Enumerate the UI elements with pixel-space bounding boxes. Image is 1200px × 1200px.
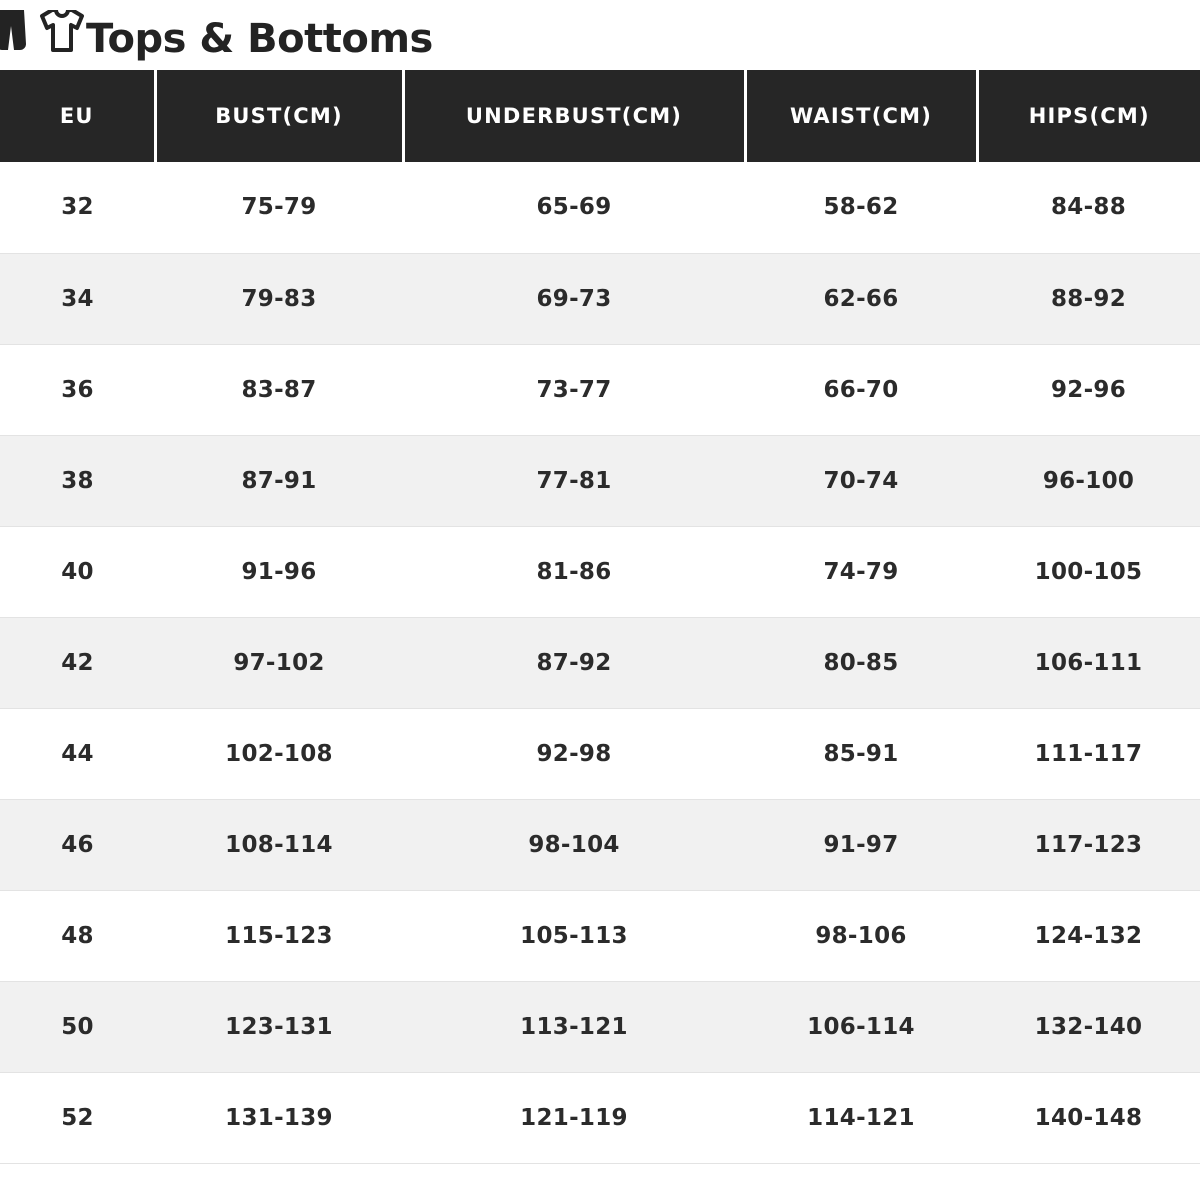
cell-hips: 124-132	[977, 890, 1200, 981]
cell-waist: 74-79	[745, 526, 977, 617]
chart-header	[0, 0, 1200, 70]
column-header-hips: HIPS(CM)	[977, 70, 1200, 162]
table-row	[0, 344, 1200, 435]
cell-waist: 62-66	[745, 253, 977, 344]
cell-hips: 111-117	[977, 708, 1200, 799]
table-row	[0, 617, 1200, 708]
column-header-bust: BUST(CM)	[155, 70, 403, 162]
cell-bust: 79-83	[155, 253, 403, 344]
cell-waist: 70-74	[745, 435, 977, 526]
cell-bust: 115-123	[155, 890, 403, 981]
cell-waist: 58-62	[745, 162, 977, 253]
table-row	[0, 162, 1200, 253]
cell-bust: 108-114	[155, 799, 403, 890]
cell-underbust: 73-77	[403, 344, 745, 435]
cell-eu: 50	[0, 981, 155, 1072]
table-row	[0, 890, 1200, 981]
table-row	[0, 435, 1200, 526]
cell-eu: 46	[0, 799, 155, 890]
cell-bust: 97-102	[155, 617, 403, 708]
table-row	[0, 526, 1200, 617]
page-title: Tops & Bottoms	[86, 16, 433, 62]
cell-underbust: 65-69	[403, 162, 745, 253]
cell-waist: 80-85	[745, 617, 977, 708]
cell-underbust: 121-119	[403, 1072, 745, 1163]
cell-bust: 75-79	[155, 162, 403, 253]
size-table-container	[0, 70, 1200, 1164]
cell-bust: 83-87	[155, 344, 403, 435]
cell-waist: 91-97	[745, 799, 977, 890]
cell-hips: 88-92	[977, 253, 1200, 344]
table-row	[0, 981, 1200, 1072]
cell-waist: 85-91	[745, 708, 977, 799]
cell-bust: 123-131	[155, 981, 403, 1072]
cell-underbust: 69-73	[403, 253, 745, 344]
cell-hips: 96-100	[977, 435, 1200, 526]
column-header-waist: WAIST(CM)	[745, 70, 977, 162]
cell-hips: 140-148	[977, 1072, 1200, 1163]
size-table	[0, 70, 1200, 1164]
cell-hips: 84-88	[977, 162, 1200, 253]
cell-eu: 34	[0, 253, 155, 344]
cell-eu: 52	[0, 1072, 155, 1163]
cell-hips: 117-123	[977, 799, 1200, 890]
cell-hips: 106-111	[977, 617, 1200, 708]
cell-underbust: 98-104	[403, 799, 745, 890]
cell-waist: 106-114	[745, 981, 977, 1072]
cell-eu: 48	[0, 890, 155, 981]
cell-underbust: 92-98	[403, 708, 745, 799]
cell-eu: 36	[0, 344, 155, 435]
cell-eu: 38	[0, 435, 155, 526]
table-row	[0, 799, 1200, 890]
cell-underbust: 77-81	[403, 435, 745, 526]
tshirt-and-pants-icon	[0, 10, 86, 68]
cell-bust: 131-139	[155, 1072, 403, 1163]
table-header-row	[0, 70, 1200, 162]
cell-underbust: 81-86	[403, 526, 745, 617]
cell-hips: 132-140	[977, 981, 1200, 1072]
cell-eu: 42	[0, 617, 155, 708]
cell-eu: 40	[0, 526, 155, 617]
cell-eu: 32	[0, 162, 155, 253]
table-body	[0, 162, 1200, 1163]
table-row	[0, 253, 1200, 344]
table-row	[0, 1072, 1200, 1163]
cell-waist: 66-70	[745, 344, 977, 435]
cell-underbust: 105-113	[403, 890, 745, 981]
cell-hips: 92-96	[977, 344, 1200, 435]
cell-bust: 87-91	[155, 435, 403, 526]
cell-bust: 91-96	[155, 526, 403, 617]
cell-underbust: 113-121	[403, 981, 745, 1072]
column-header-underbust: UNDERBUST(CM)	[403, 70, 745, 162]
table-row	[0, 708, 1200, 799]
cell-waist: 114-121	[745, 1072, 977, 1163]
cell-bust: 102-108	[155, 708, 403, 799]
cell-hips: 100-105	[977, 526, 1200, 617]
column-header-eu: EU	[0, 70, 155, 162]
cell-underbust: 87-92	[403, 617, 745, 708]
cell-waist: 98-106	[745, 890, 977, 981]
cell-eu: 44	[0, 708, 155, 799]
